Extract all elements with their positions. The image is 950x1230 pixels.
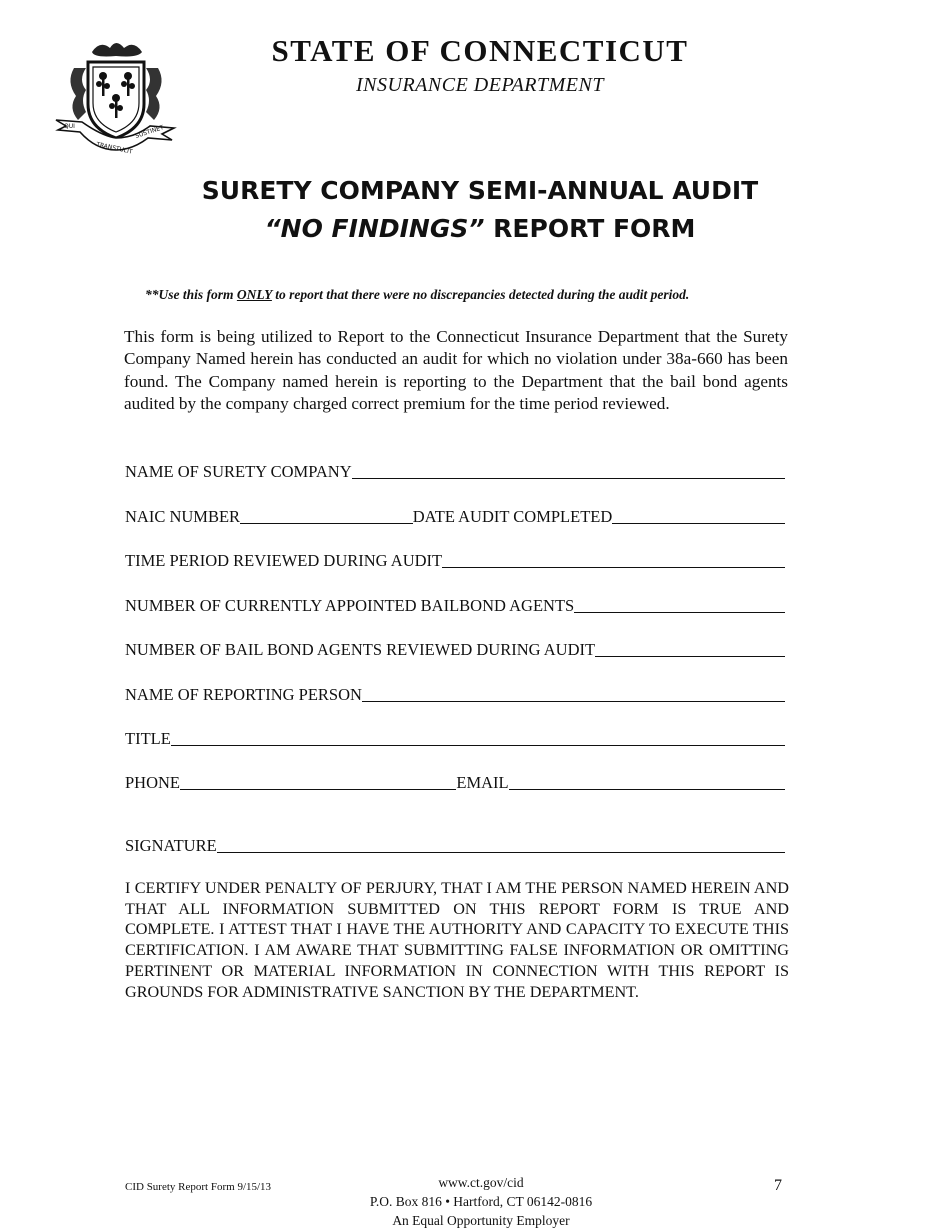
form-title-line-1: SURETY COMPANY SEMI-ANNUAL AUDIT xyxy=(201,176,759,205)
intro-paragraph: This form is being utilized to Report to the Connecticut Insurance Department that the Surety Company Named herein has conducted an audit for which no violation under 38a-660 has been found. The Company named herein is reporting to the Department that the bail bond agents audited by the company charged correct premium for the time period reviewed. xyxy=(124,327,788,413)
no-findings-text: “NO FINDINGS” xyxy=(264,214,485,243)
usage-note-only: ONLY xyxy=(236,287,272,302)
phone-email-row xyxy=(125,771,785,793)
agents-reviewed-input-line[interactable] xyxy=(595,655,785,657)
state-heading: STATE OF CONNECTICUT xyxy=(271,33,689,68)
email-input-line[interactable] xyxy=(509,788,785,790)
surety-company-label: NAME OF SURETY COMPANY xyxy=(125,462,352,481)
phone-label: PHONE xyxy=(125,773,181,792)
report-form-text: REPORT FORM xyxy=(484,214,696,243)
time-period-field xyxy=(125,549,785,571)
svg-text:TRANSTULIT: TRANSTULIT xyxy=(95,141,134,156)
time-period-input-line[interactable] xyxy=(442,566,785,568)
date-audit-completed-input-line[interactable] xyxy=(612,522,785,524)
footer-employer: An Equal Opportunity Employer xyxy=(392,1213,570,1228)
appointed-agents-label: NUMBER OF CURRENTLY APPOINTED BAILBOND AGENTS xyxy=(125,596,575,615)
surety-company-input-line[interactable] xyxy=(352,477,785,479)
naic-date-row xyxy=(125,505,785,527)
footer-address: P.O. Box 816 • Hartford, CT 06142-0816 xyxy=(369,1194,593,1209)
svg-text:QUI: QUI xyxy=(64,123,75,130)
time-period-label: TIME PERIOD REVIEWED DURING AUDIT xyxy=(125,551,443,570)
naic-number-input-line[interactable] xyxy=(240,522,413,524)
surety-company-field xyxy=(125,460,785,482)
email-label: EMAIL xyxy=(456,773,509,792)
title-input-line[interactable] xyxy=(171,744,785,746)
reporting-person-label: NAME OF REPORTING PERSON xyxy=(125,685,362,704)
reporting-person-input-line[interactable] xyxy=(362,700,785,702)
svg-text:SUSTINET: SUSTINET xyxy=(134,124,165,140)
naic-number-label: NAIC NUMBER xyxy=(125,507,241,526)
department-subheading: INSURANCE DEPARTMENT xyxy=(356,74,604,96)
agents-reviewed-field xyxy=(125,638,785,660)
footer-contact xyxy=(0,1173,950,1230)
agents-reviewed-label: NUMBER OF BAIL BOND AGENTS REVIEWED DURING AUDIT xyxy=(125,640,596,659)
title-label: TITLE xyxy=(125,729,171,748)
appointed-agents-field xyxy=(125,594,785,616)
usage-note-suffix: to report that there were no discrepancies detected during the audit period. xyxy=(271,287,690,302)
form-title-line-2 xyxy=(0,214,950,243)
signature-input-line[interactable] xyxy=(217,851,785,853)
form-id: CID Surety Report Form 9/15/13 xyxy=(125,1181,272,1193)
reporting-person-field xyxy=(125,683,785,705)
signature-field xyxy=(125,834,785,856)
date-audit-completed-label: DATE AUDIT COMPLETED xyxy=(412,507,613,526)
usage-note xyxy=(145,287,689,303)
page-number: 7 xyxy=(774,1177,782,1194)
appointed-agents-input-line[interactable] xyxy=(574,611,785,613)
signature-label: SIGNATURE xyxy=(125,836,217,855)
footer-website: www.ct.gov/cid xyxy=(438,1175,524,1190)
certification-statement: I CERTIFY UNDER PENALTY OF PERJURY, THAT I AM THE PERSON NAMED HEREIN AND THAT ALL INFORMATION SUBMITTED ON THIS REPORT FORM IS TRUE AND COMPLETE. I ATTEST THAT I HAVE THE AUTHORITY AND CAPACITY TO EXECUTE THIS CERTIFICATION. I AM AWARE THAT SUBMITTING FALSE INFORMATION OR OMITTING PERTINENT OR MATERIAL INFORMATION IN CONNECTION WITH THIS REPORT IS GROUNDS FOR ADMINISTRATIVE SANCTION BY THE DEPARTMENT. xyxy=(125,879,789,1001)
phone-input-line[interactable] xyxy=(180,788,456,790)
title-field xyxy=(125,727,785,749)
usage-note-prefix: **Use this form xyxy=(145,287,237,302)
